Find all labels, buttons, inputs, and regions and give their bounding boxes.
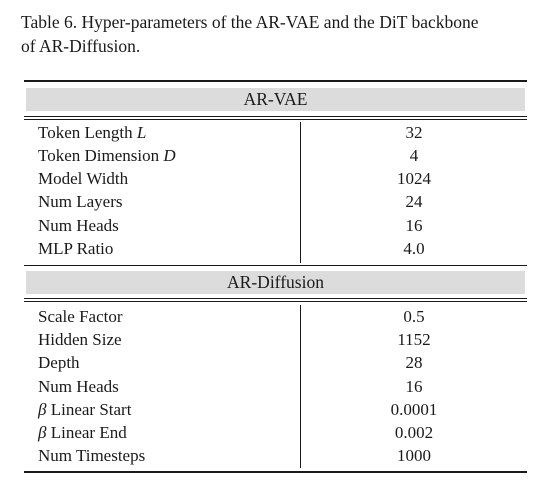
table-row <box>0 144 540 167</box>
row-value: 4 <box>409 146 419 165</box>
table-row <box>0 190 540 213</box>
row-value: 16 <box>405 377 423 396</box>
row-value: 32 <box>405 123 423 142</box>
row-label: Num Heads <box>38 377 119 396</box>
row-label: Depth <box>38 353 80 372</box>
table-row <box>0 421 540 444</box>
row-label: Token Dimension D <box>38 146 176 165</box>
section-rule-ar-vae-bottom <box>24 119 527 120</box>
table-row <box>0 328 540 351</box>
row-label: Token Length L <box>38 123 147 142</box>
table-row <box>0 167 540 190</box>
table-row <box>0 237 540 260</box>
caption-line-1: Table 6. Hyper-parameters of the AR-VAE and the DiT backbone <box>21 12 479 32</box>
table-row <box>0 121 540 144</box>
table-row <box>0 305 540 328</box>
row-value: 0.0001 <box>390 400 438 419</box>
table-row <box>0 444 540 467</box>
row-label: Scale Factor <box>38 307 123 326</box>
row-value: 1024 <box>397 169 431 188</box>
section-rule-ar-diffusion-top <box>24 298 527 299</box>
row-value: 4.0 <box>403 239 425 258</box>
table-bottom-rule <box>24 471 527 473</box>
row-value: 16 <box>405 216 423 235</box>
table-row <box>0 351 540 374</box>
row-value: 24 <box>405 192 423 211</box>
section-rule-ar-diffusion-bottom <box>24 301 527 302</box>
row-label: Num Layers <box>38 192 123 211</box>
row-label: Model Width <box>38 169 129 188</box>
row-label: β Linear End <box>38 423 127 442</box>
table-caption <box>21 10 531 58</box>
row-value: 28 <box>405 353 423 372</box>
caption-line-2: of AR-Diffusion. <box>21 36 141 56</box>
table-top-rule <box>24 80 527 82</box>
section-rule-ar-vae-top <box>24 116 527 117</box>
table-row <box>0 214 540 237</box>
row-label: MLP Ratio <box>38 239 114 258</box>
row-label: Num Timesteps <box>38 446 146 465</box>
row-value: 0.5 <box>403 307 425 326</box>
section-header-ar-vae: AR-VAE <box>26 88 525 111</box>
section-header-ar-diffusion: AR-Diffusion <box>26 271 525 294</box>
section-divider <box>24 265 527 266</box>
row-label: Num Heads <box>38 216 119 235</box>
row-value: 0.002 <box>394 423 434 442</box>
table-row <box>0 398 540 421</box>
row-label: Hidden Size <box>38 330 122 349</box>
table-row <box>0 375 540 398</box>
row-value: 1152 <box>397 330 431 349</box>
row-value: 1000 <box>397 446 431 465</box>
row-label: β Linear Start <box>38 400 132 419</box>
